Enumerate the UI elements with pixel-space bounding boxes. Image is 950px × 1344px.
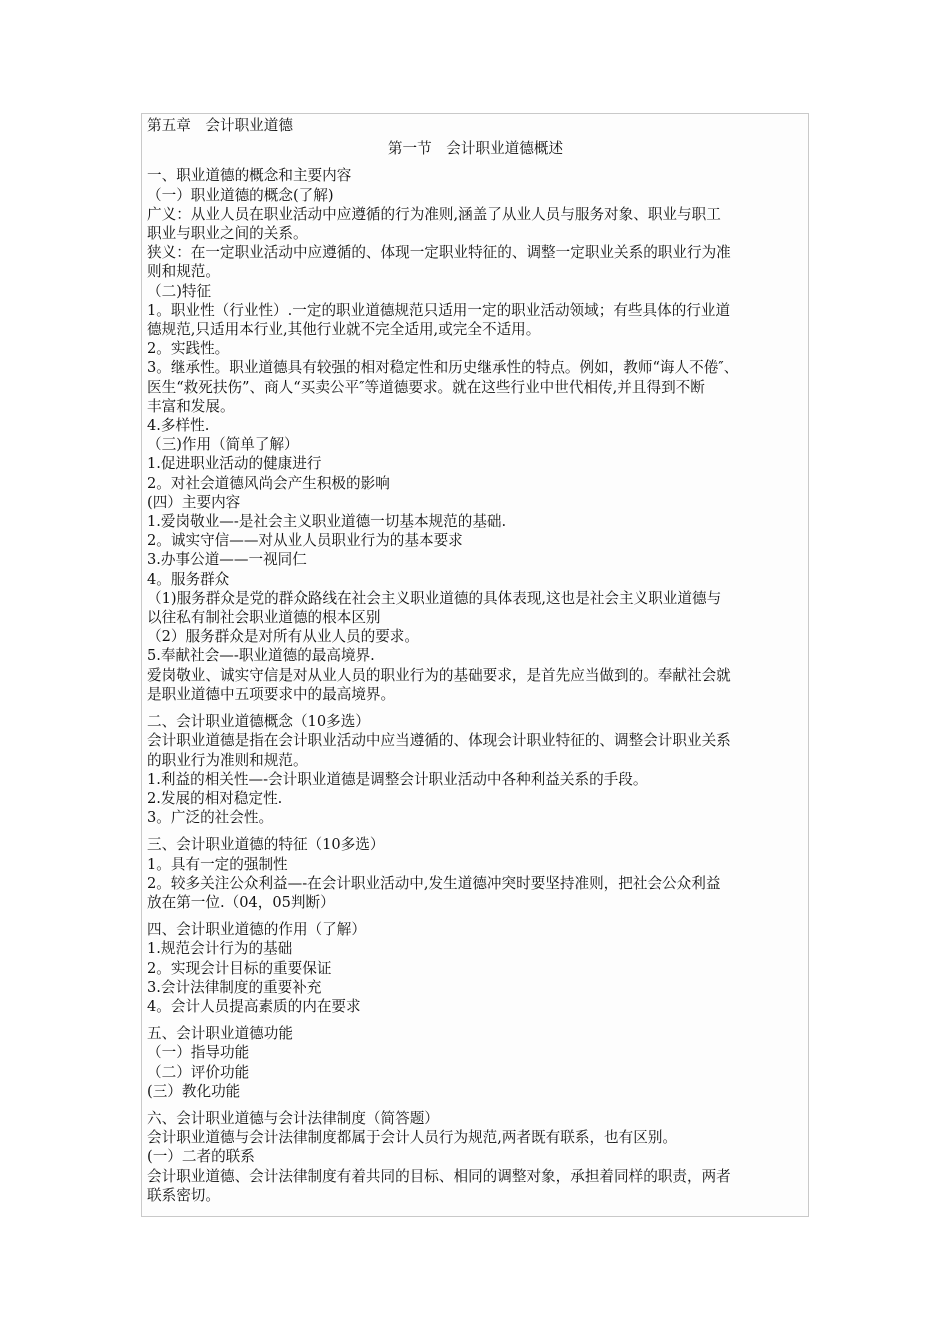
text-line: 3.会计法律制度的重要补充 [147,978,322,996]
document-body [147,166,804,1205]
text-block [147,920,804,1016]
text-block [147,166,804,704]
text-line: 德规范,只适用本行业,其他行业就不完全适用,或完全不适用。 [147,321,541,339]
text-line: 1.促进职业活动的健康进行 [147,455,322,473]
block-heading: 六、会计职业道德与会计法律制度（简答题） [147,1109,439,1127]
chapter-title: 第五章 会计职业道德 [147,117,293,134]
text-line: 会计职业道德、会计法律制度有着共同的目标、相同的调整对象，承担着同样的职责，两者 [147,1167,731,1185]
text-line: (三）教化功能 [147,1082,241,1100]
text-line: 3。继承性。职业道德具有较强的相对稳定性和历史继承性的特点。例如，教师“诲人不倦″、 [147,359,739,377]
text-block [147,712,804,827]
text-line: （1)服务群众是党的群众路线在社会主义职业道德的具体表现,这也是社会主义职业道德与 [147,589,722,607]
document-page [141,113,809,1217]
text-line: 职业与职业之间的关系。 [147,225,308,243]
section-title: 第一节 会计职业道德概述 [387,140,564,158]
text-line: （2）服务群众是对所有从业人员的要求。 [147,628,419,646]
text-line: 2。较多关注公众利益—-在会计职业活动中,发生道德冲突时要坚持准则，把社会公众利益 [147,874,721,892]
text-line: 1.爱岗敬业—-是社会主义职业道德一切基本规范的基础. [147,513,507,531]
text-line: 放在第一位.（04，05判断） [147,893,335,911]
text-line: 以往私有制社会职业道德的根本区别 [147,609,381,627]
text-line: 2。实践性。 [147,340,230,358]
block-heading: 四、会计职业道德的作用（了解） [147,921,366,939]
text-line: 广义：从业人员在职业活动中应遵循的行为准则,涵盖了从业人员与服务对象、职业与职工 [147,205,721,223]
block-heading: 五、会计职业道德功能 [147,1025,293,1043]
text-line: 爱岗敬业、诚实守信是对从业人员的职业行为的基础要求，是首先应当做到的。奉献社会就 [147,666,731,684]
text-line: 1.规范会计行为的基础 [147,940,293,958]
text-line: 会计职业道德与会计法律制度都属于会计人员行为规范,两者既有联系，也有区别。 [147,1129,678,1147]
text-line: (四）主要内容 [147,493,241,511]
text-line: （二）评价功能 [147,1063,250,1081]
block-heading: 三、会计职业道德的特征（10多选） [147,836,385,854]
text-line: 2。实现会计目标的重要保证 [147,959,332,977]
text-line: （一）职业道德的概念(了解) [147,186,334,204]
text-line: (一）二者的联系 [147,1148,255,1166]
text-line: （三)作用（简单了解） [147,436,299,454]
text-line: 3.办事公道——一视同仁 [147,551,307,569]
text-line: 会计职业道德是指在会计职业活动中应当遵循的、体现会计职业特征的、调整会计职业关系 [147,732,731,750]
text-line: 的职业行为准则和规范。 [147,751,308,769]
text-line: 2.发展的相对稳定性. [147,789,283,807]
text-line: 联系密切。 [147,1186,220,1204]
text-block [147,1109,804,1205]
text-line: 医生“救死扶伤”、商人“买卖公平″等道德要求。就在这些行业中世代相传,并且得到不断 [147,378,705,396]
text-line: 2。诚实守信——对从业人员职业行为的基本要求 [147,532,463,550]
text-line: 狭义：在一定职业活动中应遵循的、体现一定职业特征的、调整一定职业关系的职业行为准 [147,244,731,262]
text-line: 5.奉献社会—-职业道德的最高境界. [147,647,375,665]
text-line: 1。职业性（行业性）.一定的职业道德规范只适用一定的职业活动领域；有些具体的行业道 [147,301,731,319]
text-line: 4。会计人员提高素质的内在要求 [147,997,361,1015]
text-line: 2。对社会道德风尚会产生积极的影响 [147,474,390,492]
text-line: （一）指导功能 [147,1044,250,1062]
text-line: 是职业道德中五项要求中的最高境界。 [147,685,396,703]
text-line: 1.利益的相关性—-会计职业道德是调整会计职业活动中各种利益关系的手段。 [147,770,648,788]
text-line: 3。广泛的社会性。 [147,809,274,827]
text-line: 4.多样性. [147,417,210,435]
text-line: 1。具有一定的强制性 [147,855,288,873]
text-block [147,835,804,912]
block-heading: 二、会计职业道德概念（10多选） [147,713,370,731]
text-line: 丰富和发展。 [147,397,235,415]
text-line: 则和规范。 [147,263,220,281]
block-heading: 一、职业道德的概念和主要内容 [147,167,352,185]
text-block [147,1024,804,1101]
text-line: 4。服务群众 [147,570,230,588]
text-line: （二)特征 [147,282,212,300]
